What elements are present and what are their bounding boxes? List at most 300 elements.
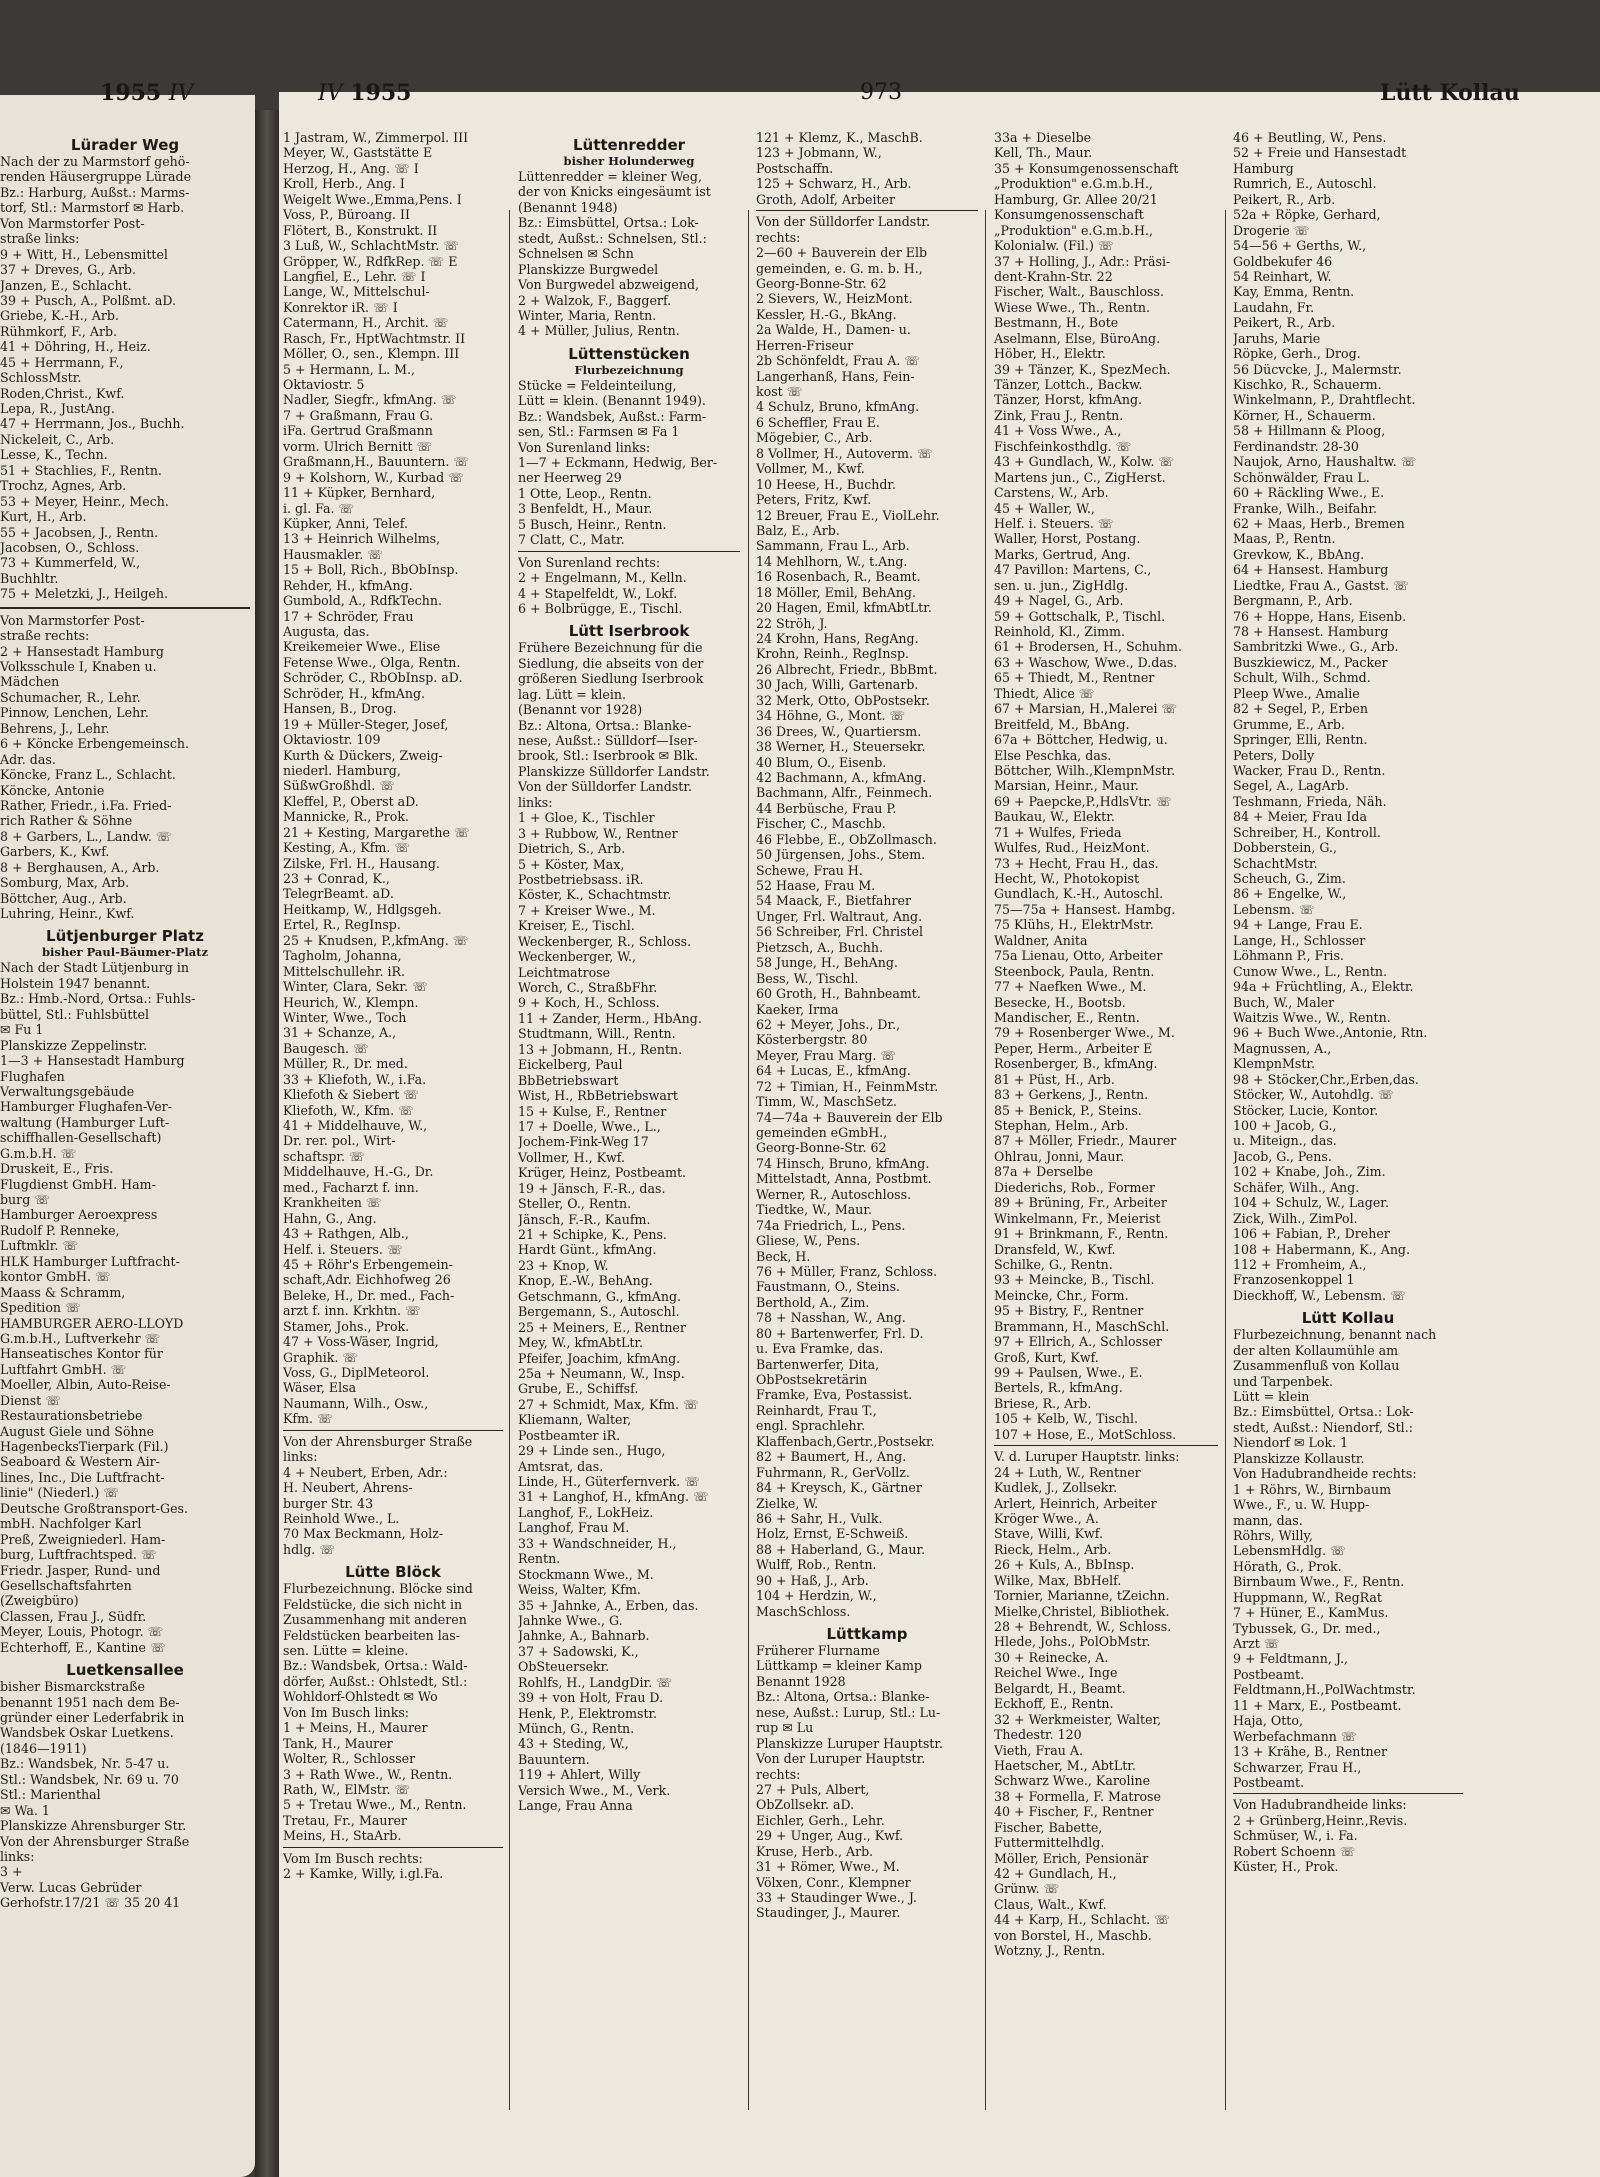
section-divider bbox=[283, 1430, 503, 1431]
column-divider bbox=[748, 210, 749, 2110]
directory-entry: Beck, H. bbox=[756, 1248, 811, 1264]
directory-entry: Feldtmann,H.,PolWachtmstr. bbox=[1233, 1682, 1416, 1698]
directory-entry: 95 + Bistry, F., Rentner bbox=[994, 1303, 1144, 1319]
directory-entry: ner Heerweg 29 bbox=[518, 470, 622, 486]
directory-entry: 73 + Hecht, Frau H., das. bbox=[994, 855, 1159, 871]
directory-entry: Georg-Bonne-Str. 62 bbox=[756, 1140, 887, 1156]
directory-entry: 82 + Baumert, H., Ang. bbox=[756, 1449, 907, 1465]
directory-entry: Franzosenkoppel 1 bbox=[1233, 1272, 1355, 1288]
directory-entry: Nach der zu Marmstorf gehö- bbox=[0, 154, 190, 169]
directory-entry: 2a Walde, H., Damen- u. bbox=[756, 322, 911, 338]
directory-entry: Kliefoth, W., Kfm. ☏ bbox=[283, 1102, 414, 1118]
directory-entry: HAMBURGER AERO-LLOYD bbox=[0, 1315, 184, 1331]
directory-entry: Briese, R., Arb. bbox=[994, 1395, 1092, 1411]
directory-entry: 8 + Berghausen, A., Arb. bbox=[0, 859, 160, 875]
directory-entry: Wolter, R., Schlosser bbox=[283, 1751, 416, 1767]
directory-entry: Von Surenland links: bbox=[518, 439, 651, 455]
directory-entry: Baukau, W., Elektr. bbox=[994, 809, 1115, 825]
directory-entry: Buszkiewicz, M., Packer bbox=[1233, 654, 1388, 670]
directory-entry: 25 + Meiners, E., Rentner bbox=[518, 1319, 686, 1335]
directory-entry: Maas, P., Rentn. bbox=[1233, 531, 1336, 547]
directory-entry: Stl.: Marienthal bbox=[0, 1787, 101, 1803]
directory-entry: Kröger Wwe., A. bbox=[994, 1510, 1099, 1526]
section-divider bbox=[283, 1847, 503, 1848]
directory-entry: Von der Sülldorfer Landstr. bbox=[756, 214, 930, 230]
directory-entry: kost ☏ bbox=[756, 384, 803, 399]
directory-entry: 74a Friedrich, L., Pens. bbox=[756, 1217, 906, 1233]
street-title: Lütte Blöck bbox=[345, 1563, 441, 1582]
directory-entry: 37 + Sadowski, K., bbox=[518, 1643, 639, 1659]
directory-entry: Bergmann, P., Arb. bbox=[1233, 593, 1353, 609]
directory-entry: Verwaltungsgebäude bbox=[0, 1083, 135, 1099]
directory-entry: Schumacher, R., Lehr. bbox=[0, 689, 141, 705]
directory-entry: Garbers, K., Kwf. bbox=[0, 844, 110, 860]
directory-entry: Feldstücken bearbeiten las- bbox=[283, 1627, 460, 1643]
left-header-year: 1955 bbox=[100, 80, 162, 106]
street-title: Lütjenburger Platz bbox=[46, 927, 204, 946]
directory-entry: Zusammenfluß von Kollau bbox=[1233, 1358, 1400, 1374]
directory-entry: links: bbox=[0, 1848, 35, 1864]
directory-entry: Von Im Busch links: bbox=[283, 1704, 410, 1720]
directory-entry: 9 + Koch, H., Schloss. bbox=[518, 995, 660, 1011]
section-divider bbox=[994, 1445, 1218, 1446]
directory-entry: 9 + Feldtmann, J., bbox=[1233, 1651, 1348, 1667]
directory-entry: 80 + Bartenwerfer, Frl. D. bbox=[756, 1325, 924, 1341]
directory-entry: Kliemann, Walter, bbox=[518, 1412, 632, 1428]
directory-entry: rechts: bbox=[756, 1766, 801, 1782]
directory-entry: 55 + Jacobsen, J., Rentn. bbox=[0, 524, 159, 540]
directory-entry: Bess, W., Tischl. bbox=[756, 970, 859, 986]
directory-entry: 7 + Graßmann, Frau G. bbox=[283, 407, 434, 423]
directory-entry: 2 + Hansestadt Hamburg bbox=[0, 643, 164, 659]
directory-entry: 29 + Linde sen., Hugo, bbox=[518, 1443, 666, 1459]
directory-entry: 99 + Paulsen, Wwe., E. bbox=[994, 1365, 1143, 1380]
directory-entry: Luftmklr. ☏ bbox=[0, 1238, 79, 1254]
directory-entry: Klaffenbach,Gertr.,Postsekr. bbox=[756, 1433, 935, 1449]
street-title: Lüttkamp bbox=[826, 1625, 908, 1643]
directory-entry: 7 Clatt, C., Matr. bbox=[518, 532, 625, 548]
directory-entry: Weckenberger, R., Schloss. bbox=[518, 933, 692, 949]
street-title: Lütt Kollau bbox=[1301, 1309, 1395, 1328]
directory-entry: Meyer, Frau Marg. ☏ bbox=[756, 1047, 897, 1063]
directory-entry: 76 + Müller, Franz, Schloss. bbox=[756, 1263, 938, 1279]
directory-entry: Kell, Th., Maur. bbox=[994, 145, 1093, 161]
directory-entry: Winkelmann, Fr., Meierist bbox=[994, 1210, 1161, 1226]
directory-entry: Langhof, Frau M. bbox=[518, 1520, 630, 1536]
directory-entry: Postbeamt. bbox=[1233, 1666, 1305, 1682]
directory-entry: 33 + Kliefoth, W., i.Fa. bbox=[283, 1071, 427, 1087]
directory-entry: gründer einer Lederfabrik in bbox=[0, 1710, 185, 1725]
directory-entry: Tybussek, G., Dr. med., bbox=[1233, 1620, 1381, 1636]
directory-entry: 17 + Schröder, Frau bbox=[283, 608, 414, 624]
directory-entry: Meincke, Chr., Form. bbox=[994, 1287, 1129, 1303]
directory-entry: 56 Schreiber, Frl. Christel bbox=[756, 924, 924, 940]
directory-entry: Ertel, R., RegInsp. bbox=[283, 917, 401, 933]
directory-entry: Frühere Bezeichnung für die bbox=[518, 640, 703, 656]
directory-entry: Bz.: Eimsbüttel, Ortsa.: Lok- bbox=[518, 215, 699, 231]
directory-entry: 13 + Krähe, B., Rentner bbox=[1233, 1744, 1388, 1760]
directory-entry: 11 + Küpker, Bernhard, bbox=[283, 485, 436, 501]
directory-entry: Jänsch, F.-R., Kaufm. bbox=[518, 1211, 651, 1227]
directory-entry: Kliefoth & Siebert ☏ bbox=[283, 1087, 420, 1103]
directory-entry: Stöcker, W., Autohdlg. ☏ bbox=[1233, 1087, 1394, 1103]
directory-entry: Mögebier, C., Arb. bbox=[756, 430, 873, 446]
directory-entry: 23 + Knop, W. bbox=[518, 1257, 609, 1273]
directory-entry: Winkelmann, P., Drahtflecht. bbox=[1233, 392, 1416, 408]
directory-entry: Stöcker, Lucie, Kontor. bbox=[1233, 1102, 1379, 1118]
directory-entry: Jahnke Wwe., G. bbox=[518, 1612, 623, 1628]
directory-entry: 105 + Kelb, W., Tischl. bbox=[994, 1411, 1139, 1427]
directory-entry: links: bbox=[283, 1449, 318, 1465]
directory-entry: 11 + Marx, E., Postbeamt. bbox=[1233, 1697, 1402, 1713]
directory-entry: Flurbezeichnung. Blöcke sind bbox=[283, 1581, 473, 1597]
directory-entry: kontor GmbH. ☏ bbox=[0, 1269, 111, 1285]
directory-entry: 47 + Herrmann, Jos., Buchh. bbox=[0, 416, 185, 432]
directory-entry: HLK Hamburger Luftfracht- bbox=[0, 1253, 180, 1269]
directory-entry: Schröder, C., RbObInsp. aD. bbox=[283, 670, 463, 686]
directory-entry: 81 + Püst, H., Arb. bbox=[994, 1071, 1115, 1087]
directory-entry: 63 + Waschow, Wwe., D.das. bbox=[994, 654, 1178, 670]
directory-entry: Bertels, R., kfmAng. bbox=[994, 1380, 1123, 1396]
directory-entry: Arlert, Heinrich, Arbeiter bbox=[994, 1495, 1157, 1511]
directory-entry: 108 + Habermann, K., Ang. bbox=[1233, 1241, 1410, 1257]
directory-entry: Gesellschaftsfahrten bbox=[0, 1577, 132, 1593]
directory-entry: Kurth & Dückers, Zweig- bbox=[283, 747, 443, 763]
directory-entry: Naujok, Arno, Haushaltw. ☏ bbox=[1233, 454, 1417, 470]
directory-entry: Helf. i. Steuers. ☏ bbox=[994, 515, 1114, 531]
directory-entry: Steenbock, Paula, Rentn. bbox=[994, 963, 1155, 979]
section-divider bbox=[0, 607, 250, 609]
directory-entry: Wilke, Max, BbHelf. bbox=[994, 1572, 1122, 1588]
directory-entry: Hamburg, Gr. Allee 20/21 bbox=[994, 191, 1158, 207]
directory-entry: 59 + Gottschalk, P., Tischl. bbox=[994, 608, 1166, 624]
directory-entry: 75 Klühs, H., ElektrMstr. bbox=[994, 917, 1154, 933]
directory-entry: 33 + Wandschneider, H., bbox=[518, 1535, 677, 1551]
directory-entry: 13 + Jobmann, H., Rentn. bbox=[518, 1041, 683, 1057]
directory-entry: Bz.: Altona, Ortsa.: Blanke- bbox=[518, 717, 692, 733]
directory-entry: u. Eva Framke, das. bbox=[756, 1341, 884, 1357]
directory-entry: 21 + Kesting, Margarethe ☏ bbox=[283, 824, 470, 840]
directory-entry: Kruse, Herb., Arb. bbox=[756, 1843, 874, 1859]
directory-entry: Krankheiten ☏ bbox=[283, 1195, 382, 1211]
directory-entry: 21 + Schipke, K., Pens. bbox=[518, 1227, 667, 1242]
directory-entry: Marsian, Heinr., Maur. bbox=[994, 778, 1139, 794]
directory-entry: Teshmann, Frieda, Näh. bbox=[1233, 793, 1387, 809]
directory-entry: 51 + Stachlies, F., Rentn. bbox=[0, 462, 162, 478]
directory-entry: Flugdienst GmbH. Ham- bbox=[0, 1176, 156, 1192]
directory-entry: SchlossMstr. bbox=[0, 370, 82, 386]
directory-entry: Schwarzer, Frau H., bbox=[1233, 1759, 1362, 1775]
directory-entry: Benannt 1928 bbox=[756, 1673, 846, 1689]
directory-entry: Seaboard & Western Air- bbox=[0, 1454, 160, 1470]
directory-entry: 12 Breuer, Frau E., ViolLehr. bbox=[756, 507, 940, 523]
directory-entry: Hamburg bbox=[1233, 160, 1294, 176]
directory-entry: Grumme, E., Arb. bbox=[1233, 716, 1345, 732]
directory-entry: Winter, Maria, Rentn. bbox=[518, 307, 657, 323]
directory-entry: Cunow Wwe., L., Rentn. bbox=[1233, 963, 1388, 979]
directory-entry: ObPostsekretärin bbox=[756, 1372, 868, 1387]
directory-entry: Rentn. bbox=[518, 1551, 561, 1567]
directory-entry: Krohn, Reinh., RegInsp. bbox=[756, 646, 910, 662]
directory-entry: G.m.b.H. ☏ bbox=[0, 1145, 77, 1161]
directory-entry: Kurt, H., Arb. bbox=[0, 509, 87, 525]
directory-entry: Küster, H., Prok. bbox=[1233, 1859, 1339, 1875]
directory-entry: Segel, A., LagArb. bbox=[1233, 778, 1349, 794]
directory-entry: Robert Schoenn ☏ bbox=[1233, 1843, 1356, 1859]
directory-entry: Lüttkamp = kleiner Kamp bbox=[756, 1658, 922, 1674]
directory-entry: stedt, Außst.: Schnelsen, Stl.: bbox=[518, 230, 707, 246]
directory-entry: Mandischer, E., Rentn. bbox=[994, 1009, 1140, 1025]
directory-entry: Diederichs, Rob., Former bbox=[994, 1179, 1155, 1195]
directory-entry: Steller, O., Rentn. bbox=[518, 1196, 632, 1212]
directory-entry: Küpker, Anni, Telef. bbox=[283, 515, 408, 531]
directory-entry: 4 + Neubert, Erben, Adr.: bbox=[283, 1464, 448, 1480]
directory-entry: Rudolf P. Renneke, bbox=[0, 1222, 120, 1238]
directory-entry: Dieckhoff, W., Lebensm. ☏ bbox=[1233, 1287, 1406, 1303]
directory-entry: Liedtke, Frau A., Gastst. ☏ bbox=[1233, 577, 1409, 593]
directory-entry: Hanseatisches Kontor für bbox=[0, 1346, 163, 1362]
directory-entry: 61 + Brodersen, H., Schuhm. bbox=[994, 639, 1182, 655]
directory-entry: BbBetriebswart bbox=[518, 1072, 619, 1088]
directory-entry: rechts: bbox=[756, 229, 801, 245]
directory-entry: Bz.: Wandsbek, Außst.: Farm- bbox=[518, 408, 707, 424]
directory-column bbox=[0, 130, 250, 1911]
directory-entry: Schönwälder, Frau L. bbox=[1233, 469, 1370, 485]
directory-entry: 39 + von Holt, Frau D. bbox=[518, 1690, 664, 1706]
directory-entry: Völxen, Conr., Klempner bbox=[756, 1874, 911, 1890]
directory-entry: Tagholm, Johanna, bbox=[283, 948, 402, 964]
directory-entry: 36 Drees, W., Quartiersm. bbox=[756, 723, 922, 739]
directory-entry: 26 Albrecht, Friedr., BbBmt. bbox=[756, 661, 938, 677]
directory-entry: Peikert, R., Arb. bbox=[1233, 315, 1336, 331]
directory-entry: Arzt ☏ bbox=[1233, 1636, 1280, 1651]
directory-entry: 47 Pavillon: Martens, C., bbox=[994, 562, 1152, 578]
directory-entry: 54 Maack, F., Bietfahrer bbox=[756, 893, 911, 909]
directory-entry: torf, Stl.: Marmstorf ✉ Harb. bbox=[0, 200, 185, 216]
directory-entry: gemeinden eGmbH., bbox=[756, 1125, 888, 1140]
directory-entry: Mannicke, R., Prok. bbox=[283, 809, 409, 825]
directory-entry: Augusta, das. bbox=[283, 624, 370, 639]
directory-entry: links: bbox=[518, 794, 553, 810]
directory-entry: Heurich, W., Klempn. bbox=[283, 994, 419, 1010]
directory-entry: büttel, Stl.: Fuhlsbüttel bbox=[0, 1006, 149, 1022]
directory-entry: Claus, Walt., Kwf. bbox=[994, 1896, 1107, 1912]
directory-entry: Böttcher, Wilh.,KlempnMstr. bbox=[994, 762, 1176, 778]
directory-entry: mann, das. bbox=[1233, 1512, 1303, 1528]
directory-entry: Aselmann, Else, BüroAng. bbox=[994, 330, 1161, 346]
directory-entry: 53 + Meyer, Heinr., Mech. bbox=[0, 493, 169, 509]
directory-entry: 5 + Tretau Wwe., M., Rentn. bbox=[283, 1797, 467, 1813]
directory-entry: Bartenwerfer, Dita, bbox=[756, 1356, 880, 1372]
directory-entry: 52 + Freie und Hansestadt bbox=[1233, 145, 1407, 161]
directory-entry: Naumann, Wilh., Osw., bbox=[283, 1395, 429, 1411]
directory-entry: 41 + Döhring, H., Heiz. bbox=[0, 339, 151, 355]
directory-entry: Goldbekufer 46 bbox=[1233, 253, 1333, 269]
directory-entry: 67 + Marsian, H.,Malerei ☏ bbox=[994, 701, 1178, 717]
directory-entry: Rohlfs, H., LandgDir. ☏ bbox=[518, 1674, 672, 1690]
directory-entry: Kolonialw. (Fil.) ☏ bbox=[994, 238, 1114, 254]
directory-entry: Lepa, R., JustAng. bbox=[0, 401, 115, 416]
directory-entry: 15 + Kulse, F., Rentner bbox=[518, 1103, 667, 1119]
directory-entry: 44 Berbüsche, Frau P. bbox=[756, 800, 897, 816]
directory-entry: mbH. Nachfolger Karl bbox=[0, 1516, 142, 1532]
directory-entry: Von Surenland rechts: bbox=[518, 554, 661, 570]
directory-entry: Planskizze Burgwedel bbox=[518, 261, 659, 277]
directory-entry: Stephan, Helm., Arb. bbox=[994, 1118, 1129, 1133]
directory-entry: 28 + Behrendt, W., Schloss. bbox=[994, 1619, 1172, 1634]
directory-entry: Groß, Kurt, Kwf. bbox=[994, 1349, 1099, 1365]
directory-entry: SüßwGroßhdl. ☏ bbox=[283, 778, 395, 794]
directory-entry: Rosenberger, B., kfmAng. bbox=[994, 1056, 1158, 1072]
directory-entry: Lüttenredder = kleiner Weg, bbox=[518, 169, 702, 184]
directory-entry: Voss, P., Büroang. II bbox=[283, 207, 410, 223]
directory-entry: Von Marmstorfer Post- bbox=[0, 612, 145, 628]
right-header-roman: IV bbox=[318, 81, 343, 106]
directory-entry: 38 + Formella, F. Matrose bbox=[994, 1788, 1161, 1804]
directory-entry: Rather, Friedr., i.Fa. Fried- bbox=[0, 797, 172, 813]
directory-entry: und Tarpenbek. bbox=[1233, 1373, 1334, 1389]
directory-entry: Catermann, H., Archit. ☏ bbox=[283, 315, 449, 331]
directory-entry: „Produktion" e.G.m.b.H., bbox=[994, 176, 1154, 192]
directory-entry: Löhmann P., Fris. bbox=[1233, 948, 1344, 964]
directory-entry: Janzen, E., Schlacht. bbox=[0, 277, 132, 293]
directory-entry: 4 Schulz, Bruno, kfmAng. bbox=[756, 399, 920, 415]
directory-entry: Fuhrmann, R., GerVollz. bbox=[756, 1464, 910, 1480]
directory-entry: (1846—1911) bbox=[0, 1740, 87, 1756]
directory-entry: 96 + Buch Wwe.,Antonie, Rtn. bbox=[1233, 1025, 1428, 1041]
directory-entry: 91 + Brinkmann, F., Rentn. bbox=[994, 1226, 1169, 1242]
directory-entry: Graßmann,H., Bauuntern. ☏ bbox=[283, 454, 470, 470]
directory-entry: 30 + Reinecke, A. bbox=[994, 1649, 1109, 1665]
directory-entry: 6 + Köncke Erbengemeinsch. bbox=[0, 736, 189, 752]
directory-entry: LebensmHdlg. ☏ bbox=[1233, 1543, 1346, 1559]
directory-entry: Leichtmatrose bbox=[518, 964, 611, 980]
directory-entry: 90 + Haß, J., Arb. bbox=[756, 1572, 869, 1588]
right-header-year: 1955 bbox=[350, 80, 412, 106]
directory-entry: 83 + Gerkens, J., Rentn. bbox=[994, 1087, 1149, 1103]
directory-entry: Wohldorf-Ohlstedt ✉ Wo bbox=[283, 1689, 438, 1705]
directory-entry: Zielke, W. bbox=[756, 1495, 819, 1511]
directory-entry: 2—60 + Bauverein der Elb bbox=[756, 245, 928, 261]
directory-entry: Bz.: Wandsbek, Ortsa.: Wald- bbox=[283, 1658, 468, 1674]
directory-entry: Schwarz Wwe., Karoline bbox=[994, 1773, 1151, 1789]
directory-entry: Vollmer, M., Kwf. bbox=[756, 461, 865, 477]
directory-entry: Marks, Gertrud, Ang. bbox=[994, 546, 1131, 562]
page-section-title: Lütt Kollau bbox=[1380, 80, 1520, 106]
directory-entry: 67a + Böttcher, Hedwig, u. bbox=[994, 732, 1168, 748]
directory-entry: 2b Schönfeldt, Frau A. ☏ bbox=[756, 353, 921, 369]
left-header-roman: IV bbox=[168, 81, 194, 106]
directory-entry: (Benannt 1948) bbox=[518, 199, 618, 215]
directory-entry: Köncke, Franz L., Schlacht. bbox=[0, 767, 176, 783]
directory-entry: Von der Luruper Hauptstr. bbox=[756, 1751, 926, 1767]
directory-entry: Planskizze Sülldorfer Landstr. bbox=[518, 763, 710, 779]
directory-entry: Echterhoff, E., Kantine ☏ bbox=[0, 1639, 166, 1655]
directory-entry: 31 + Langhof, H., kfmAng. ☏ bbox=[518, 1489, 709, 1505]
directory-entry: 49 + Nagel, G., Arb. bbox=[994, 593, 1124, 609]
directory-entry: Breitfeld, M., BbAng. bbox=[994, 716, 1130, 732]
directory-entry: Wäser, Elsa bbox=[283, 1380, 357, 1396]
directory-entry: Trochz, Agnes, Arb. bbox=[0, 478, 127, 494]
directory-entry: Studtmann, Will., Rentn. bbox=[518, 1026, 676, 1042]
directory-entry: Pinnow, Lenchen, Lehr. bbox=[0, 705, 149, 721]
directory-entry: Von der Ahrensburger Straße bbox=[0, 1833, 190, 1849]
directory-entry: schaft,Adr. Eichhofweg 26 bbox=[283, 1272, 451, 1288]
directory-entry: Grünw. ☏ bbox=[994, 1881, 1060, 1897]
directory-entry: Tornier, Marianne, tZeichn. bbox=[994, 1588, 1170, 1604]
directory-entry: Lütt = klein. (Benannt 1949). bbox=[518, 393, 706, 409]
directory-entry: Dobberstein, G., bbox=[1233, 840, 1338, 856]
directory-entry: 39 + Tänzer, K., SpezMech. bbox=[994, 361, 1171, 377]
directory-entry: 8 + Garbers, L., Landw. ☏ bbox=[0, 828, 172, 844]
directory-entry: Fischer, Babette, bbox=[994, 1819, 1103, 1835]
directory-entry: Adr. das. bbox=[0, 751, 56, 767]
directory-entry: Schewe, Frau H. bbox=[756, 862, 863, 878]
directory-entry: Dr. rer. pol., Wirt- bbox=[283, 1133, 396, 1149]
directory-entry: Lange, Frau Anna bbox=[518, 1798, 633, 1814]
column-divider bbox=[985, 210, 986, 2110]
directory-entry: SchachtMstr. bbox=[1233, 855, 1318, 871]
directory-entry: Rasch, Fr., HptWachtmstr. II bbox=[283, 330, 466, 346]
directory-entry: Grube, E., Schiffsf. bbox=[518, 1381, 639, 1397]
directory-entry: Langerhanß, Hans, Fein- bbox=[756, 368, 915, 384]
directory-entry: 32 + Werkmeister, Walter, bbox=[994, 1711, 1162, 1727]
directory-entry: Kleffel, P., Oberst aD. bbox=[283, 793, 419, 809]
directory-entry: Groth, Adolf, Arbeiter bbox=[756, 191, 896, 207]
directory-entry: Von der Sülldorfer Landstr. bbox=[518, 779, 692, 795]
directory-entry: Mädchen bbox=[0, 674, 60, 690]
directory-entry: Gliese, W., Pens. bbox=[756, 1233, 861, 1249]
directory-entry: 3 + bbox=[0, 1864, 23, 1880]
directory-entry: stedt, Außst.: Niendorf, Stl.: bbox=[1233, 1419, 1413, 1435]
directory-entry: Stave, Willi, Kwf. bbox=[994, 1526, 1104, 1542]
directory-entry: Peper, Herm., Arbeiter E bbox=[994, 1040, 1153, 1056]
directory-entry: Hamburger Flughafen-Ver- bbox=[0, 1099, 172, 1115]
directory-entry: Hardt Günt., kfmAng. bbox=[518, 1242, 657, 1258]
directory-entry: Framke, Eva, Postassist. bbox=[756, 1387, 913, 1403]
directory-entry: der von Knicks eingesäumt ist bbox=[518, 184, 711, 200]
directory-entry: Waitzis Wwe., W., Rentn. bbox=[1233, 1009, 1391, 1025]
directory-entry: Voss, G., DiplMeteorol. bbox=[283, 1365, 430, 1380]
directory-entry: Böttcher, Aug., Arb. bbox=[0, 890, 127, 906]
directory-entry: Hecht, W., Photokopist bbox=[994, 871, 1140, 886]
directory-entry: Restaurationsbetriebe bbox=[0, 1408, 143, 1424]
directory-entry: 39 + Pusch, A., Polßmt. aD. bbox=[0, 292, 177, 308]
directory-entry: 2 Sievers, W., HeizMont. bbox=[756, 291, 913, 307]
directory-entry: Siedlung, die abseits von der bbox=[518, 655, 704, 671]
directory-entry: 78 + Hansest. Hamburg bbox=[1233, 624, 1389, 639]
directory-entry: 1 + Röhrs, W., Birnbaum bbox=[1233, 1481, 1392, 1497]
directory-entry: Hamburger Aeroexpress bbox=[0, 1207, 158, 1223]
directory-entry: 24 Krohn, Hans, RegAng. bbox=[756, 631, 919, 646]
directory-entry: Friedr. Jasper, Rund- und bbox=[0, 1562, 161, 1578]
directory-entry: MaschSchloss. bbox=[756, 1603, 851, 1619]
directory-entry: Tiedtke, W., Maur. bbox=[756, 1202, 872, 1218]
directory-entry: Rehder, H., kfmAng. bbox=[283, 577, 413, 593]
directory-entry: 7 + Kreiser Wwe., M. bbox=[518, 902, 656, 918]
directory-entry: Scheuch, G., Zim. bbox=[1233, 871, 1346, 886]
directory-entry: Stücke = Feldeinteilung, bbox=[518, 377, 677, 393]
directory-entry: 75—75a + Hansest. Hambg. bbox=[994, 901, 1176, 917]
section-divider bbox=[756, 210, 978, 211]
directory-entry: brook, Stl.: Iserbrook ✉ Blk. bbox=[518, 748, 699, 764]
directory-entry: Druskeit, E., Fris. bbox=[0, 1161, 114, 1177]
directory-entry: Zusammenhang mit anderen bbox=[283, 1612, 467, 1628]
directory-entry: 4 + Stapelfeldt, W., Lokf. bbox=[518, 585, 678, 601]
directory-entry: linie" (Niederl.) ☏ bbox=[0, 1485, 120, 1501]
directory-entry: Besecke, H., Bootsb. bbox=[994, 994, 1126, 1010]
right-page-header-left bbox=[318, 80, 411, 106]
